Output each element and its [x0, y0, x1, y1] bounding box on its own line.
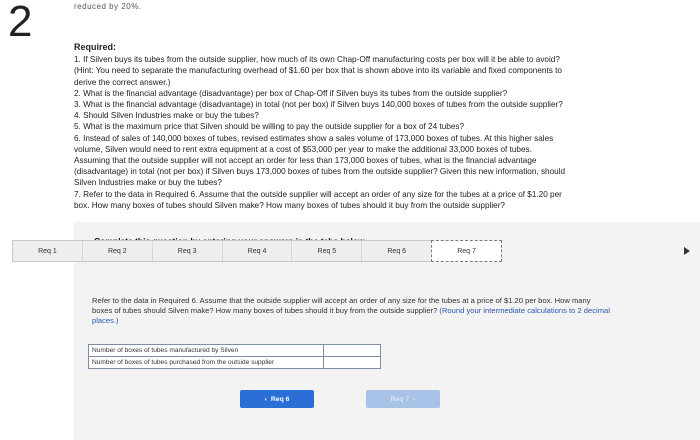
required-line: 1. If Silven buys its tubes from the outside supplier, how much of its own Chap-Off manufacturing costs per box will it be able to avoid? — [74, 55, 560, 65]
required-line: 5. What is the maximum price that Silven should be willing to pay the outside supplier for a box of 24 tubes? — [74, 122, 465, 132]
tab-req-7[interactable]: Req 7 — [431, 240, 502, 262]
tab-req-5[interactable]: Req 5 — [292, 241, 362, 261]
required-line: derive the correct answer.) — [74, 77, 171, 87]
required-line: (disadvantage) in total (not per box) if Silven buys 173,000 boxes of tubes from the outside supplier? Given this new information, should — [74, 167, 566, 177]
mouse-cursor-icon — [684, 247, 690, 255]
table-row — [89, 357, 381, 369]
tab-content — [92, 296, 612, 326]
next-req-label: Req 7 — [390, 395, 409, 403]
required-line: Silven Industries make or buy the tubes? — [74, 178, 222, 188]
row-label-purchased: Number of boxes of tubes purchased from the outside supplier — [89, 357, 324, 369]
required-line: 4. Should Silven Industries make or buy the tubes? — [74, 111, 259, 121]
required-section — [74, 42, 682, 211]
chevron-left-icon: ‹ — [264, 395, 267, 403]
required-title: Required: — [74, 42, 117, 52]
input-cell — [324, 357, 381, 369]
required-line: 6. Instead of sales of 140,000 boxes of tubes, revised estimates show a sales volume of 173,000 boxes of tubes. At this higher sales — [74, 133, 554, 143]
prev-req-label: Req 6 — [270, 395, 290, 403]
required-line: box. How many boxes of tubes should Silven make? How many boxes of tubes should it buy from the outside supplier? — [74, 200, 505, 210]
table-row — [89, 345, 381, 357]
req-tabs — [12, 240, 502, 262]
required-line: 7. Refer to the data in Required 6. Assume that the outside supplier will accept an order of any size for the tubes at a price of $1.20 per — [74, 189, 562, 199]
required-line: Assuming that the outside supplier will not accept an order for less than 173,000 boxes of tubes, what is the financial advantage — [74, 156, 537, 166]
required-line: 3. What is the financial advantage (disadvantage) in total (not per box) if Silven buys 140,000 boxes of tubes from the outside supplier? — [74, 100, 563, 110]
tab-req-3[interactable]: Req 3 — [153, 241, 223, 261]
page-number: 2 — [8, 0, 33, 46]
tab-req-4[interactable]: Req 4 — [223, 241, 293, 261]
tab-req-6[interactable]: Req 6 — [362, 241, 432, 261]
req7-text: Refer to the data in Required 6. Assume that the outside supplier will accept an order of any size for the tubes at a price of $1.20 per box. How many boxes of tubes should Silven make? How many boxes of tubes should it buy from the outside supplier? — [92, 296, 591, 315]
tab-req-2[interactable]: Req 2 — [83, 241, 153, 261]
prev-req-button[interactable] — [240, 390, 314, 408]
rounding-hint: (Round your intermediate calculations to 2 decimal places.) — [92, 306, 610, 325]
chevron-right-icon: › — [412, 395, 416, 403]
answer-table — [88, 344, 381, 369]
required-line: (Hint: You need to separate the manufacturing overhead of $1.60 per box that is shown above into its variable and fixed components to — [74, 66, 562, 76]
row-label-manufactured: Number of boxes of tubes manufactured by Silven — [89, 345, 324, 357]
cut-off-text: reduced by 20%. — [74, 2, 142, 11]
input-cell — [324, 345, 381, 357]
boxes-purchased-input[interactable] — [324, 357, 380, 368]
tab-req-1[interactable]: Req 1 — [13, 241, 83, 261]
required-line: 2. What is the financial advantage (disadvantage) per box of Chap-Off if Silven buys its tubes from the outside supplier? — [74, 88, 508, 98]
next-req-button[interactable] — [366, 390, 440, 408]
required-line: volume, Silven would need to rent extra equipment at a cost of $53,000 per year to make the additional 33,000 boxes of tubes. — [74, 144, 532, 154]
boxes-manufactured-input[interactable] — [324, 345, 380, 356]
